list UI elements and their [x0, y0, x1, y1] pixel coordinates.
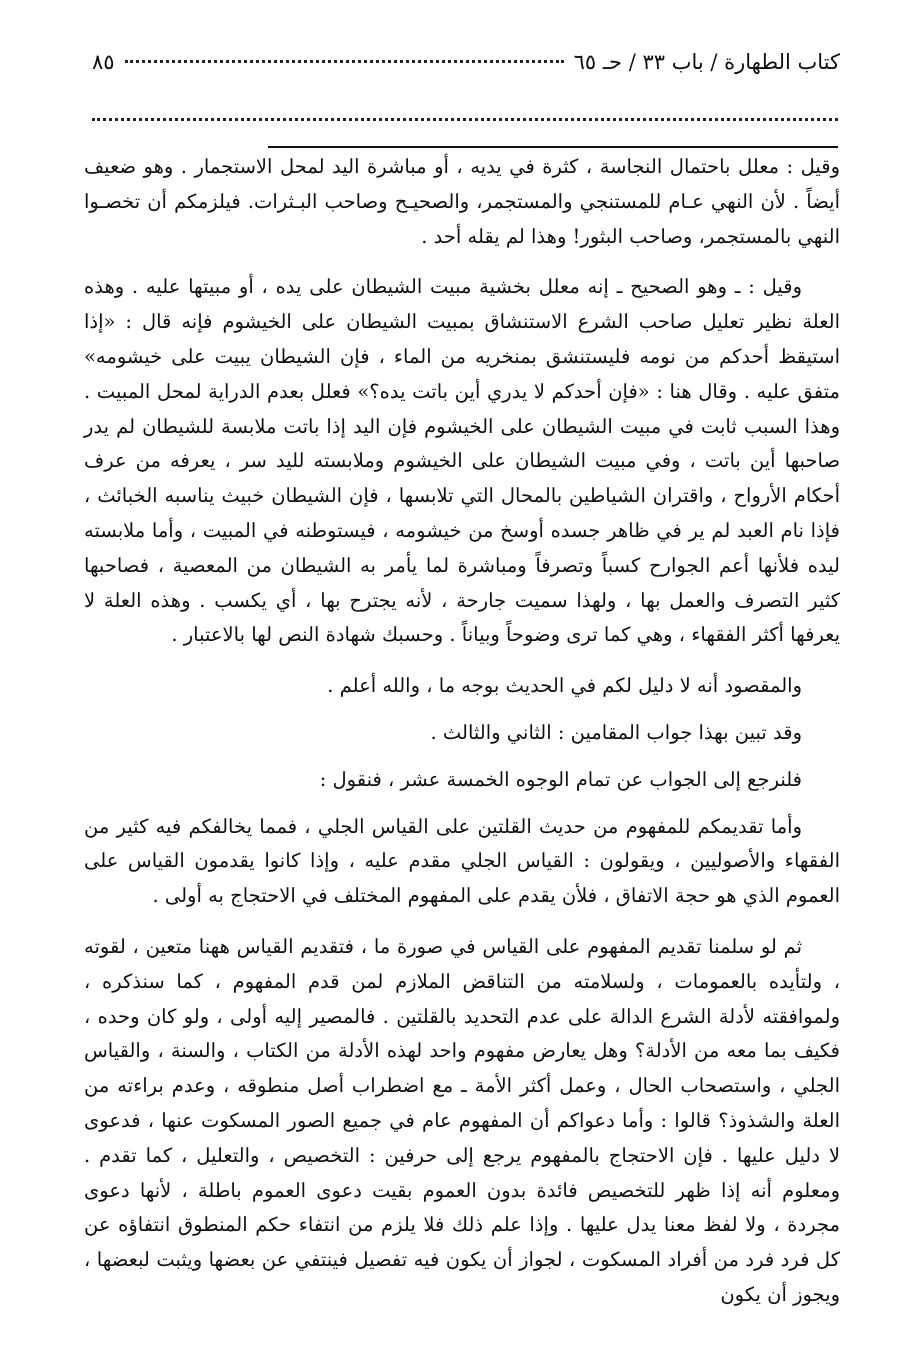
paragraph-2: وقيل : ـ وهو الصحيح ـ إنه معلل بخشية مبيت الشيطان على يده ، أو مبيتها عليه . وهذه العلة نظير تعليل صاحب الشرع الاستنشاق بمبيت الشيطان على الخيشوم فإنه قال : «إذا استيقظ أحدكم من نومه فليستنشق بمنخريه من الماء ، فإن الشيطان يبيت على خيشومه» متفق عليه . وقال هنا : «فإن أحدكم لا يدري أين باتت يده؟» فعلل بعدم الدراية لمحل المبيت . وهذا السبب ثابت في مبيت الشيطان على الخيشوم فإن اليد إذا باتت ملابسة للشيطان لم يدر صاحبها أين باتت ، وفي مبيت الشيطان على الخيشوم وملابسته لليد سر ، يعرفه من عرف أحكام الأرواح ، واقتران الشياطين بالمحال التي تلابسها ، فإن الشيطان خبيث يناسبه الخبائث ، فإذا نام العبد لم ير في ظاهر جسده أوسخ من خيشومه ، فيستوطنه في المبيت ، وأما ملابسته ليده فلأنها أعم الجوارح كسباً وتصرفاً ومباشرة لما يأمر به الشيطان من المعصية ، فصاحبها كثير التصرف والعمل بها ، ولهذا سميت جارحة ، لأنه يجترح بها ، أي يكسب . وهذه العلة لا يعرفها أكثر الفقهاء ، وهي كما ترى وضوحاً وبياناً . وحسبك شهادة النص لها بالاعتبار . — [84, 275, 840, 647]
running-header — [92, 50, 840, 84]
paragraph-4: وقد تبين بهذا جواب المقامين : الثاني والثالث . — [430, 720, 802, 744]
paragraph-1: وقيل : معلل باحتمال النجاسة ، كثرة في يديه ، أو مباشرة اليد لمحل الاستجمار . وهو ضعيف أيضاً . لأن النهي عـام للمستنجي والمستجمر، والصحيـح وصاحب البـثرات. فيلزمكم أن تخصـوا النهي بالمستجمر، وصاحب البثور! وهذا لم يقله أحد . — [84, 155, 840, 248]
paragraph-6: وأما تقديمكم للمفهوم من حديث القلتين على القياس الجلي ، فمما يخالفكم فيه كثير من الفقهاء والأصوليين ، ويقولون : القياس الجلي مقدم عليه ، وإذا كانوا يقدمون القياس على العموم الذي هو حجة الاتفاق ، فلأن يقدم على المفهوم المختلف في الاحتجاج به أولى . — [84, 814, 840, 908]
page-number: ٨٥ — [92, 50, 115, 74]
footnote-separator-rule — [268, 146, 838, 148]
header-title: كتاب الطهارة / باب ٣٣ / حـ ٦٥ — [573, 50, 840, 74]
paragraph-7: ثم لو سلمنا تقديم المفهوم على القياس في صورة ما ، فتقديم القياس ههنا متعين ، لقوته ، ولتأيده بالعمومات ، ولسلامته من التناقض الملازم لمن قدم المفهوم ، كما سنذكره ، ولموافقته لأدلة الشرع الدالة على عدم التحديد بالقلتين . فالمصير إليه أولى ، ولو كان وحده ، فكيف بما معه من الأدلة؟ وهل يعارض مفهوم واحد لهذه الأدلة من الكتاب ، والسنة ، والقياس الجلي ، واستصحاب الحال ، وعمل أكثر الأمة ـ مع اضطراب أصل منطوقه ، وعدم براءته من العلة والشذوذ؟ قالوا : وأما دعواكم أن المفهوم عام في جميع الصور المسكوت عنها ، فدعوى لا دليل عليها . فإن الاحتجاج بالمفهوم يرجع إلى حرفين : التخصيص ، والتعليل ، كما تقدم . ومعلوم أنه إذا ظهر للتخصيص فائدة بدون العموم بقيت دعوى العموم باطلة ، لأنها دعوى مجردة ، ولا لفظ معنا يدل عليها . وإذا علم ذلك فلا يلزم من انتفاء حكم المنطوق انتفاؤه عن كل فرد فرد من أفراد المسكوت ، لجواز أن يكون فيه تفصيل فينتفي عن بعضها ويثبت لبعضها ، ويجوز أن يكون — [84, 934, 840, 1306]
paragraph-3: والمقصود أنه لا دليل لكم في الحديث بوجه ما ، والله أعلم . — [327, 674, 802, 698]
text-body — [84, 150, 840, 1325]
dotted-rule — [92, 118, 838, 121]
header-dot-leader — [125, 60, 564, 63]
paragraph-5: فلنرجع إلى الجواب عن تمام الوجوه الخمسة عشر ، فنقول : — [319, 767, 802, 791]
